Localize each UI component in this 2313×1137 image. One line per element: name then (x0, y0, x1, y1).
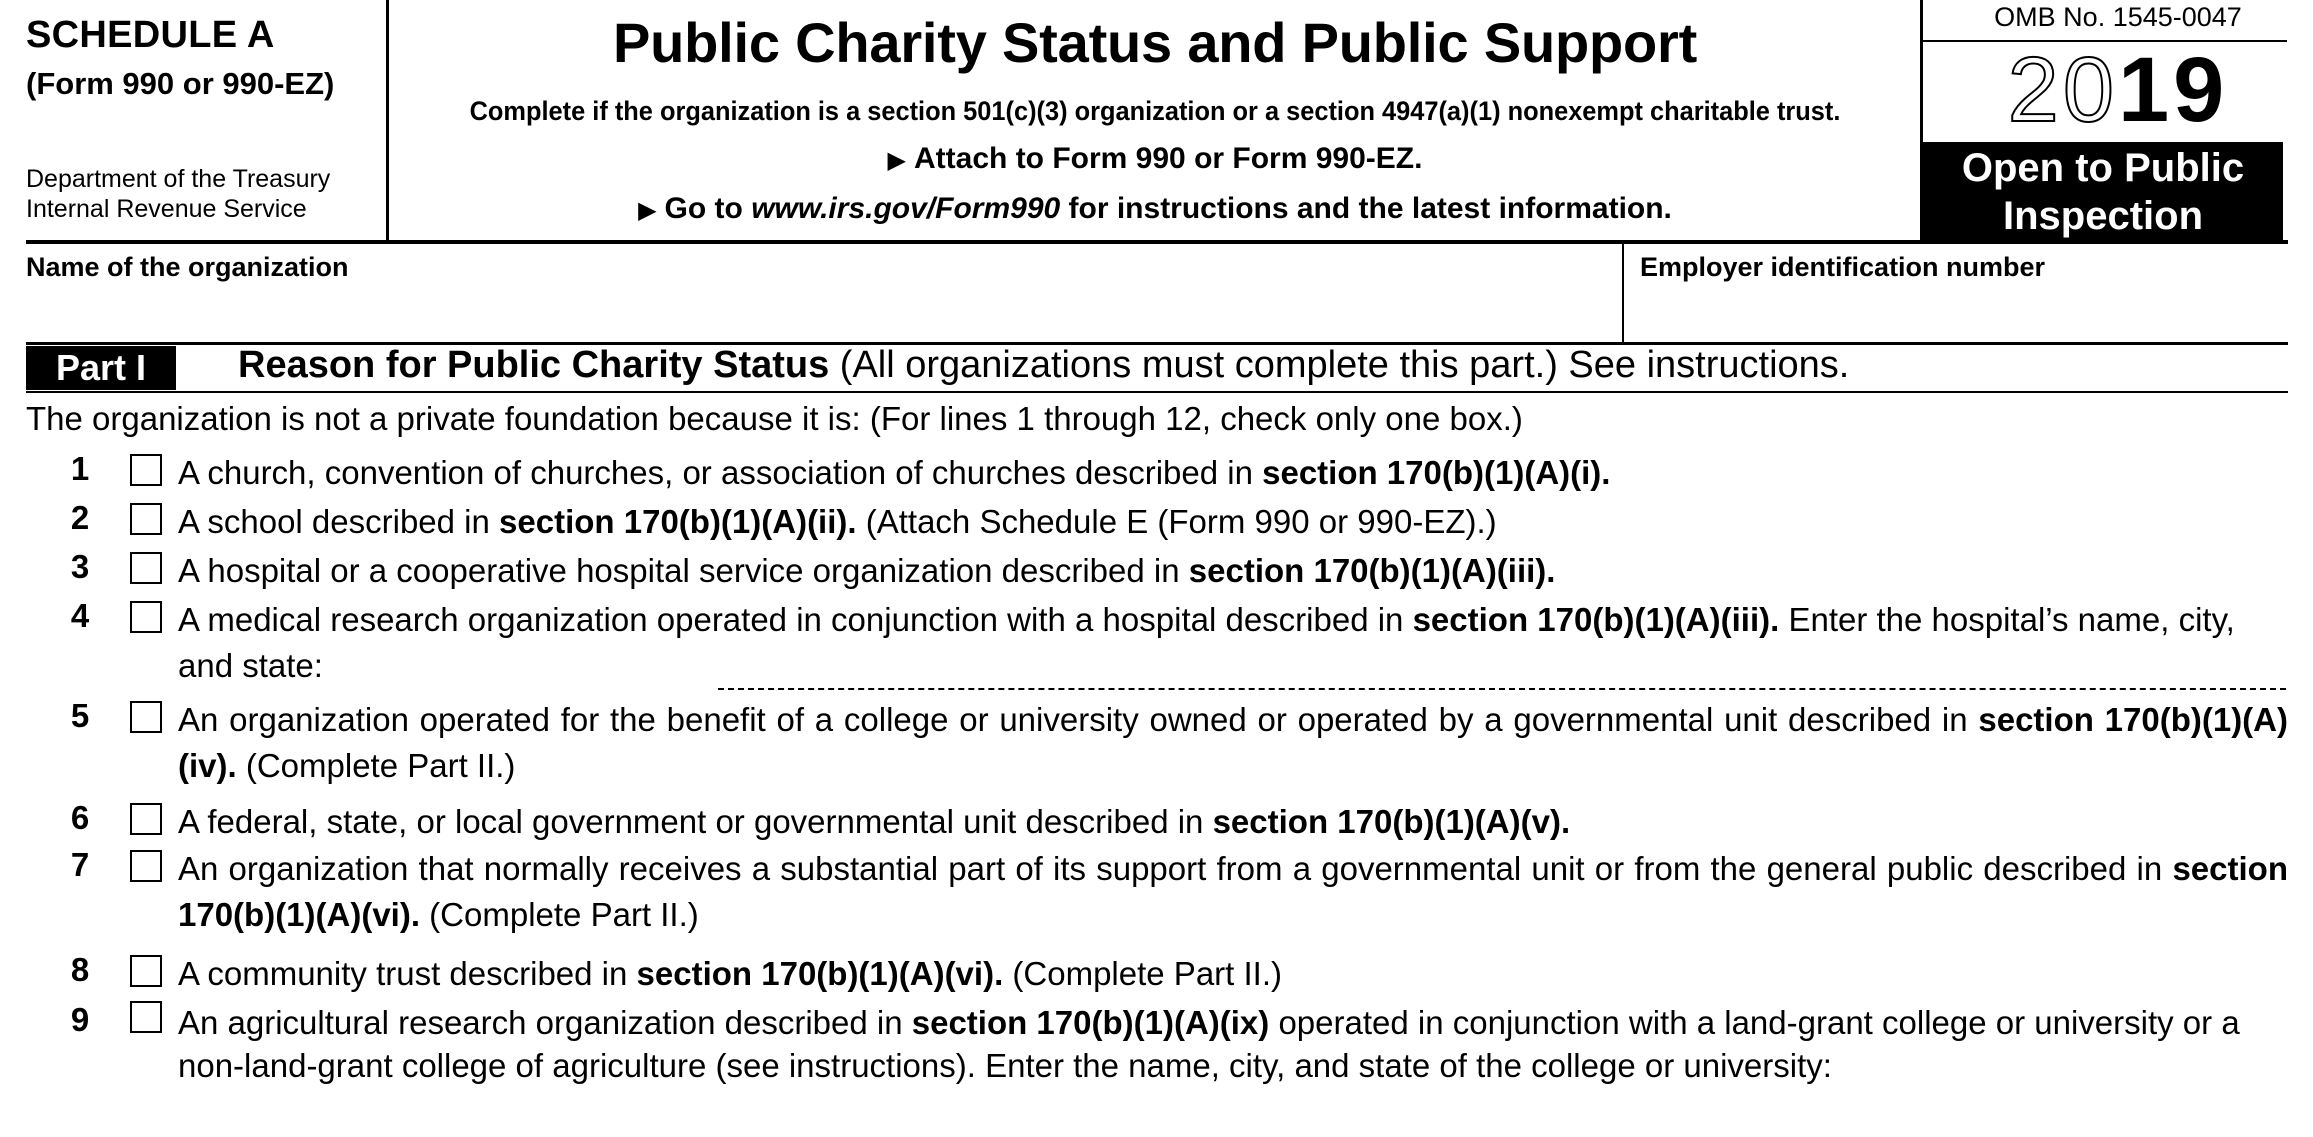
open-to-public-badge (1923, 142, 2283, 240)
line-text-section: section 170(b)(1)(A)(ii). (499, 503, 857, 540)
part-bottom-rule (26, 391, 2288, 393)
line-checkbox[interactable] (130, 850, 162, 882)
org-row-divider (1622, 244, 1624, 342)
line-checkbox[interactable] (130, 803, 162, 835)
omb-year-block (1923, 0, 2313, 240)
line-checkbox[interactable] (130, 601, 162, 633)
organization-name-label: Name of the organization (26, 252, 349, 282)
line-text (178, 548, 2288, 594)
line-text-section: section 170(b)(1)(A)(i). (1262, 454, 1611, 491)
form-heading (390, 0, 1920, 240)
line-text-section: section 170(b)(1)(A)(iii). (1412, 601, 1780, 638)
tax-year-solid: 19 (2118, 39, 2229, 141)
line-number: 3 (70, 548, 90, 585)
line-text-post: Enter the hospital’s name, city, and state: (178, 601, 2235, 684)
line-text-section: section 170(b)(1)(A)(iv). (178, 701, 2288, 784)
line-text (178, 499, 2288, 545)
line-checkbox[interactable] (130, 552, 162, 584)
line-text-pre: A church, convention of churches, or association of churches described in (178, 454, 1263, 491)
line-text-section: section 170(b)(1)(A)(vi). (636, 955, 1004, 992)
line-text-pre: A hospital or a cooperative hospital service organization described in (178, 552, 1189, 589)
tax-year (1923, 40, 2313, 140)
header-divider-left (386, 0, 389, 240)
subtitle-attach-text: Attach to Form 990 or Form 990-EZ. (914, 142, 1423, 175)
part-title-bold: Reason for Public Charity Status (238, 344, 830, 386)
line-text-pre: A school described in (178, 503, 500, 540)
department-label (26, 164, 330, 224)
line-text-pre: An organization that normally receives a substantial part of its support from a governmental unit or from the general public described in (178, 850, 2173, 887)
line-text (178, 450, 2288, 496)
subtitle-instructions-rest: for instructions and the latest information. (1060, 192, 1672, 225)
line-number: 6 (70, 799, 90, 836)
subtitle-instructions (390, 192, 1920, 226)
line-text-pre: An agricultural research organization described in (178, 1004, 912, 1041)
part-intro: The organization is not a private foundation because it is: (For lines 1 through 12, check only one box.) (26, 400, 1523, 437)
department-line-1: Department of the Treasury (26, 165, 331, 193)
line-text-pre: An organization operated for the benefit of a college or university owned or operated by a governmental unit described in (178, 701, 1979, 738)
line-number: 2 (70, 499, 90, 536)
department-line-2: Internal Revenue Service (26, 195, 307, 223)
hospital-name-entry-line[interactable] (718, 688, 2286, 690)
arrow-right-icon: ▶ (887, 147, 907, 174)
line-checkbox[interactable] (130, 701, 162, 733)
schedule-form-ref: (Form 990 or 990-EZ) (26, 66, 335, 101)
line-text-post: (Complete Part II.) (420, 896, 699, 933)
line-number: 7 (70, 846, 90, 883)
irs-link[interactable]: www.irs.gov/Form990 (751, 192, 1061, 225)
line-text (178, 697, 2288, 789)
line-number: 4 (70, 597, 90, 634)
line-text-section: section 170(b)(1)(A)(v). (1212, 803, 1571, 840)
line-text-post: (Attach Schedule E (Form 990 or 990-EZ).) (856, 503, 1497, 540)
subtitle-complete-if: Complete if the organization is a section 501(c)(3) organization or a section 4947(a)(1) nonexempt charitable trust. (469, 96, 1841, 126)
line-number: 8 (70, 951, 90, 988)
schedule-title: SCHEDULE A (26, 14, 275, 56)
omb-number: OMB No. 1545-0047 (1994, 2, 2242, 32)
line-number: 5 (70, 697, 90, 734)
open-to-public-line-2: Inspection (2002, 194, 2204, 238)
ein-label: Employer identification number (1640, 252, 2046, 282)
page-title: Public Charity Status and Public Support (612, 11, 1698, 74)
line-text-pre: A federal, state, or local government or governmental unit described in (178, 803, 1213, 840)
subtitle-go-to: Go to (664, 192, 752, 225)
line-text-section: section 170(b)(1)(A)(ix) (911, 1004, 1270, 1041)
line-text-post: (Complete Part II.) (236, 747, 516, 784)
arrow-right-icon: ▶ (638, 197, 657, 224)
line-checkbox[interactable] (130, 454, 162, 486)
part-title-rest: (All organizations must complete this part.) See instructions. (829, 344, 1850, 386)
part-label: Part I (26, 346, 176, 390)
tax-year-outline: 20 (2007, 39, 2118, 141)
line-checkbox[interactable] (130, 1001, 162, 1033)
line-text (178, 951, 2288, 997)
line-text-pre: A medical research organization operated in conjunction with a hospital described in (178, 601, 1413, 638)
schedule-identifier (26, 0, 384, 240)
line-text (178, 799, 2288, 845)
line-number: 1 (70, 450, 90, 487)
part-title (238, 344, 1849, 387)
line-number: 9 (70, 1001, 90, 1038)
open-to-public-line-1: Open to Public (1961, 146, 2245, 190)
line-text-post: (Complete Part II.) (1003, 955, 1282, 992)
line-text-section: section 170(b)(1)(A)(iii). (1188, 552, 1556, 589)
line-text (178, 597, 2288, 689)
subtitle-attach (390, 142, 1920, 176)
line-text-post: operated in conjunction with a land-grant college or university or a non-land-grant college of agriculture (see instructions). Enter the name, city, and state of the college or university: (178, 1004, 2240, 1084)
line-checkbox[interactable] (130, 503, 162, 535)
line-text (178, 1001, 2288, 1087)
header-bottom-rule (26, 240, 2288, 244)
line-text-pre: A community trust described in (178, 955, 637, 992)
line-text (178, 846, 2288, 938)
line-text-section: section 170(b)(1)(A)(vi). (178, 850, 2288, 933)
line-checkbox[interactable] (130, 955, 162, 987)
